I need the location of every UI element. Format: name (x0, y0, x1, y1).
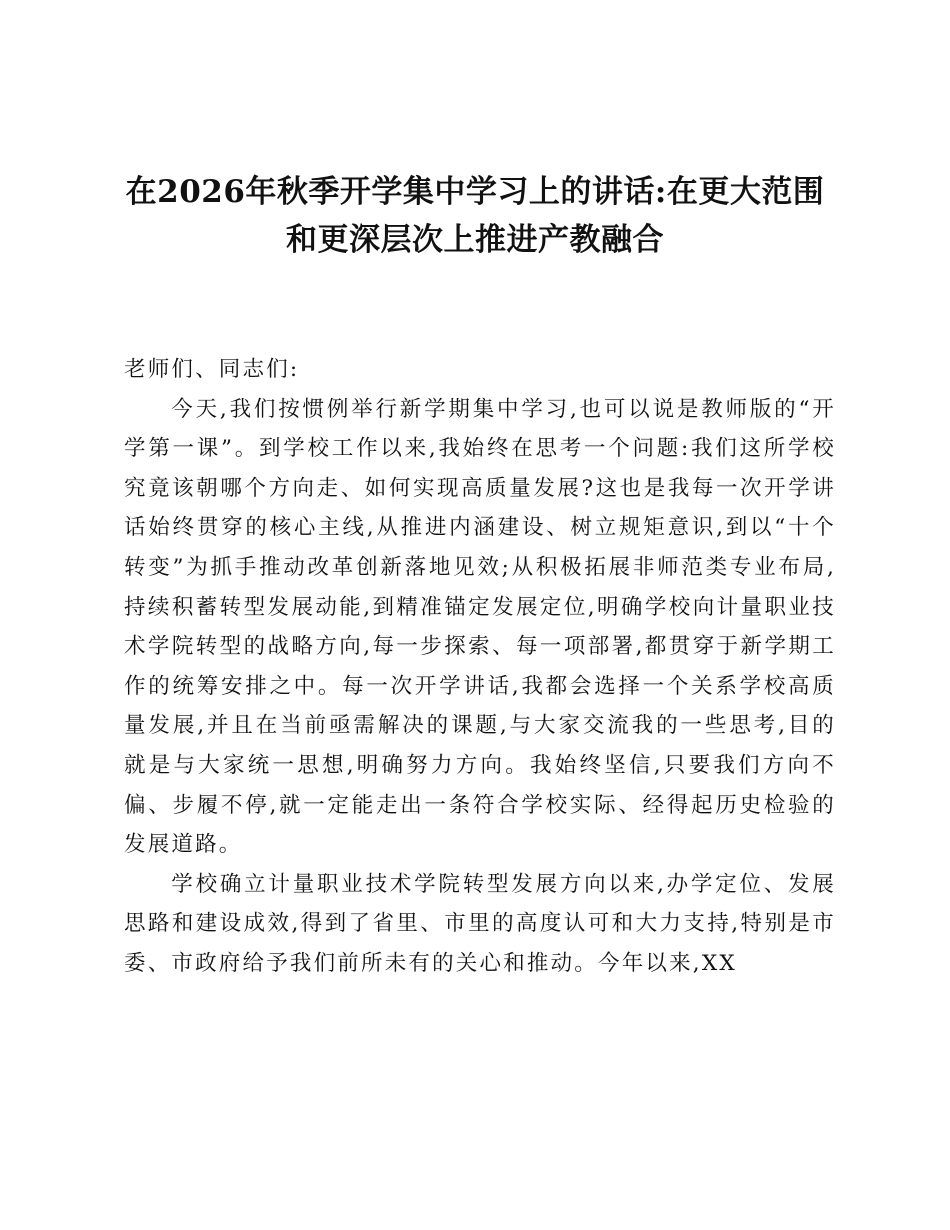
paragraph-1: 今天,我们按惯例举行新学期集中学习,也可以说是教师版的“开学第一课”。到学校工作以来,我始终在思考一个问题:我们这所学校究竟该朝哪个方向走、如何实现高质量发展?这也是我每一次开学讲话始终贯穿的核心主线,从推进内涵建设、树立规矩意识,到以“十个转变”为抓手推动改革创新落地见效;从积极拓展非师范类专业布局,持续积蓄转型发展动能,到精准锚定发展定位,明确学校向计量职业技术学院转型的战略方向,每一步探索、每一项部署,都贯穿于新学期工作的统筹安排之中。每一次开学讲话,我都会选择一个关系学校高质量发展,并且在当前亟需解决的课题,与大家交流我的一些思考,目的就是与大家统一思想,明确努力方向。我始终坚信,只要我们方向不偏、步履不停,就一定能走出一条符合学校实际、经得起历史检验的发展道路。 (124, 396, 836, 858)
salutation: 老师们、同志们: (124, 357, 300, 382)
document-body (124, 350, 836, 984)
paragraph-2: 学校确立计量职业技术学院转型发展方向以来,办学定位、发展思路和建设成效,得到了省里、市里的高度认可和大力支持,特别是市委、市政府给予我们前所未有的关心和推动。今年以来,XX (124, 871, 836, 976)
document-title: 在2026年秋季开学集中学习上的讲话:在更大范围和更深层次上推进产教融合 (125, 174, 825, 258)
